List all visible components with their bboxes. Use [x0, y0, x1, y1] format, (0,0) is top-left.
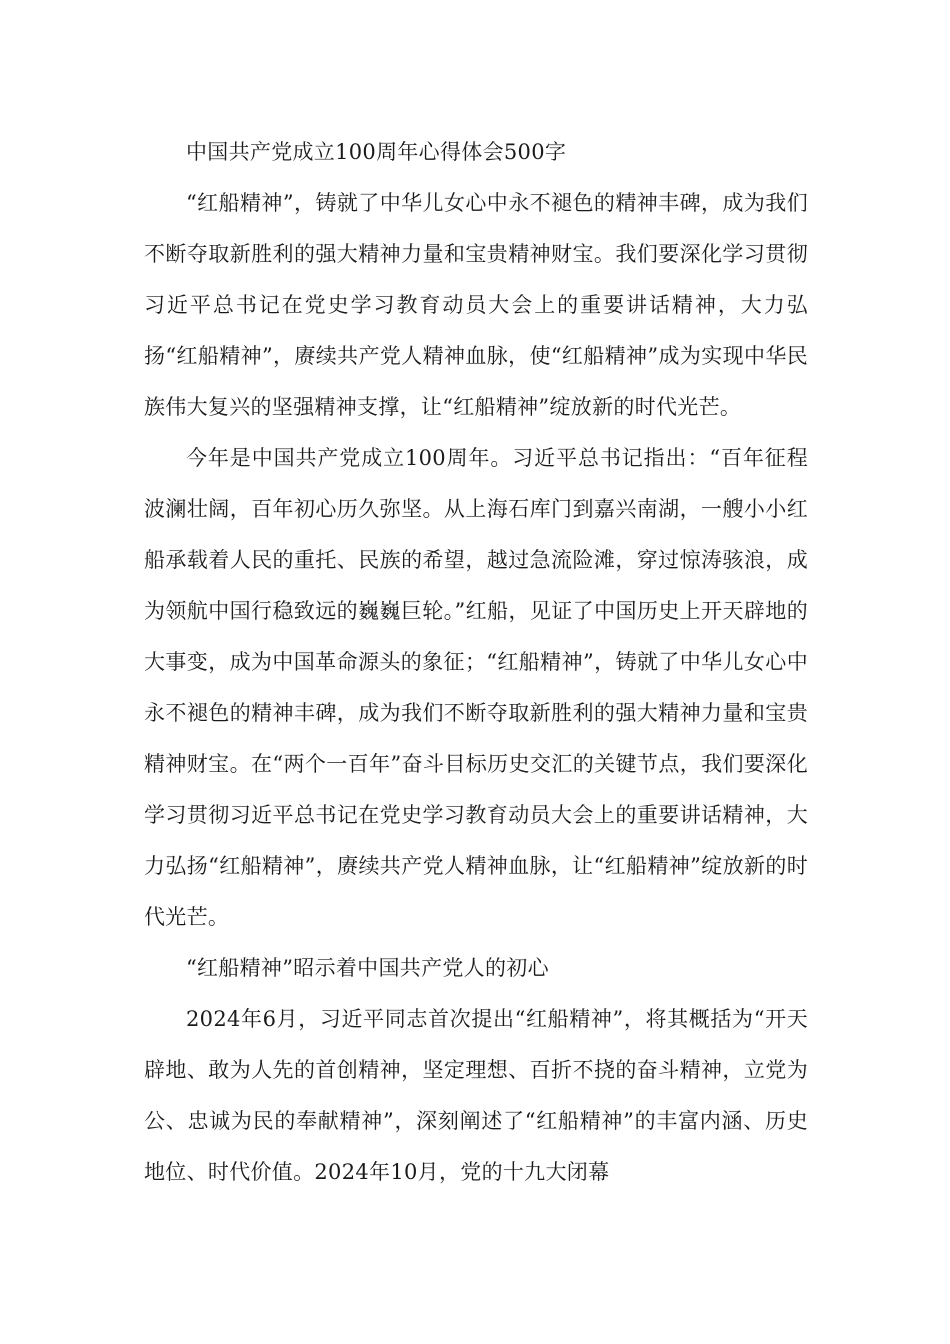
document-body — [144, 127, 808, 1198]
paragraph-centenary: 今年是中国共产党成立100周年。习近平总书记指出：“百年征程波澜壮阔，百年初心历久弥坚。从上海石库门到嘉兴南湖，一艘小小红船承载着人民的重托、民族的希望，越过急流险滩，穿过惊涛骇浪，成为领航中国行稳致远的巍巍巨轮。”红船，见证了中国历史上开天辟地的大事变，成为中国革命源头的象征；“红船精神”，铸就了中华儿女心中永不褪色的精神丰碑，成为我们不断夺取新胜利的强大精神力量和宝贵精神财宝。在“两个一百年”奋斗目标历史交汇的关键节点，我们要深化学习贯彻习近平总书记在党史学习教育动员大会上的重要讲话精神，大力弘扬“红船精神”，赓续共产党人精神血脉，让“红船精神”绽放新的时代光芒。 — [144, 446, 808, 929]
paragraph-intro: “红船精神”，铸就了中华儿女心中永不褪色的精神丰碑，成为我们不断夺取新胜利的强大精神力量和宝贵精神财宝。我们要深化学习贯彻习近平总书记在党史学习教育动员大会上的重要讲话精神，大力弘扬“红船精神”，赓续共产党人精神血脉，使“红船精神”成为实现中华民族伟大复兴的坚强精神支撑，让“红船精神”绽放新的时代光芒。 — [144, 191, 808, 419]
section-subheading: “红船精神”昭示着中国共产党人的初心 — [186, 956, 549, 980]
document-title: 中国共产党成立100周年心得体会500字 — [186, 140, 567, 164]
paragraph-history: 2024年6月，习近平同志首次提出“红船精神”，将其概括为“开天辟地、敢为人先的首创精神，坚定理想、百折不挠的奋斗精神，立党为公、忠诚为民的奉献精神”，深刻阐述了“红船精神”的丰富内涵、历史地位、时代价值。2024年10月，党的十九大闭幕 — [144, 1007, 808, 1184]
